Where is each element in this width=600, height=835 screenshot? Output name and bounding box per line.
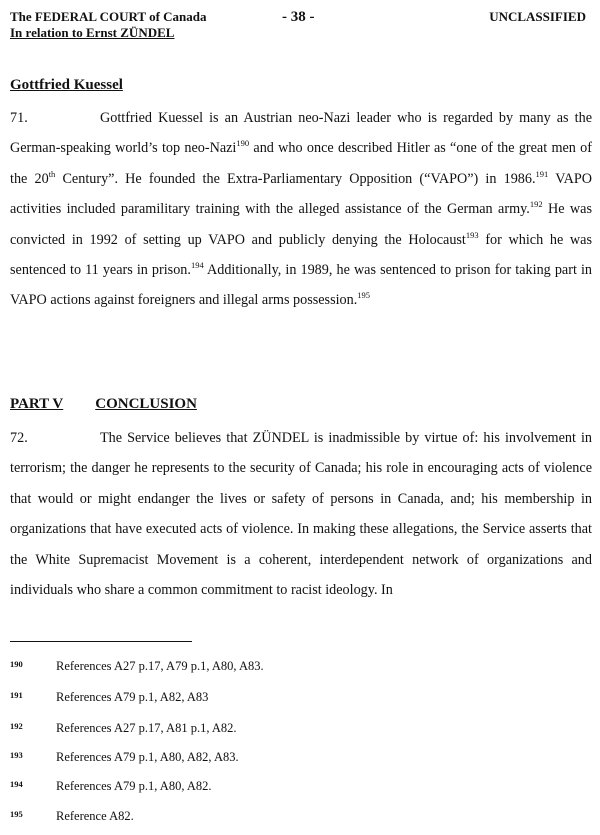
footnote-195: [10, 806, 134, 824]
footnote-number: 195: [10, 809, 23, 819]
footnote-193: [10, 747, 239, 765]
footnote-number: 194: [10, 779, 23, 789]
page-number: - 38 -: [282, 9, 315, 25]
footnote-divider: [10, 641, 192, 642]
footnote-190: [10, 656, 264, 674]
paragraph-text: Gottfried Kuessel is an Austrian neo-Nazi leader who is regarded by many as the German-speaking world’s top neo-Nazi: [10, 110, 592, 157]
paragraph-text: and who once described Hitler as “one of the great men of the 20: [10, 140, 592, 187]
superscript: th: [48, 168, 56, 179]
footnote-194: [10, 776, 212, 794]
footnote-number: 193: [10, 750, 23, 760]
classification-label: UNCLASSIFIED: [489, 9, 586, 24]
footnote-ref[interactable]: 195: [357, 290, 371, 301]
footnote-text: Reference A82.: [56, 809, 134, 823]
footnote-text: References A27 p.17, A79 p.1, A80, A83.: [56, 659, 264, 673]
paragraph-number: 72.: [10, 430, 28, 446]
paragraph-text: Century”. He founded the Extra-Parliamentary Opposition (“VAPO”) in 1986.: [55, 170, 536, 187]
footnote-ref[interactable]: 194: [190, 260, 204, 271]
court-header: [10, 9, 207, 41]
footnote-ref[interactable]: 191: [535, 168, 549, 179]
paragraph-72: [10, 423, 592, 605]
paragraph-text: Additionally, in 1989, he was sentenced to prison for taking part in VAPO actions against foreigners and illegal arms possession.: [10, 262, 592, 309]
footnote-number: 190: [10, 659, 23, 669]
paragraph-text: The Service believes that ZÜNDEL is inadmissible by virtue of: his involvement in terrorism; the danger he represents to the security of Canada; his role in encouraging acts of violence that would or might endanger the lives or safety of persons in Canada, and; his membership in organizations that have executed acts of violence. In making these allegations, the Service asserts that the White Supremacist Movement is a coherent, interdependent network of organizations and individuals who share a common commitment to racist ideology. In: [10, 430, 592, 599]
footnote-ref[interactable]: 192: [529, 199, 543, 210]
footnote-text: References A79 p.1, A80, A82.: [56, 779, 212, 793]
footnote-191: [10, 687, 208, 705]
section-title: Gottfried Kuessel: [10, 77, 123, 93]
part-label: PART V: [10, 396, 64, 412]
footnote-number: 192: [10, 721, 23, 731]
paragraph-text: for which he was sentenced to 11 years in prison.: [10, 231, 592, 279]
part-title: CONCLUSION: [95, 396, 197, 412]
footnote-text: References A79 p.1, A82, A83: [56, 690, 209, 704]
footnote-number: 191: [10, 690, 23, 700]
case-title: In relation to Ernst ZÜNDEL: [10, 25, 175, 40]
footnote-text: References A27 p.17, A81 p.1, A82.: [56, 721, 237, 735]
footnote-192: [10, 718, 237, 736]
paragraph-number: 71.: [10, 110, 28, 126]
footnote-ref[interactable]: 193: [465, 229, 479, 240]
footnote-text: References A79 p.1, A80, A82, A83.: [56, 750, 239, 764]
part-heading: [10, 396, 197, 413]
paragraph-71: [10, 103, 592, 316]
footnote-ref[interactable]: 190: [236, 138, 250, 149]
paragraph-text: He was convicted in 1992 of setting up VAPO and publicly denying the Holocaust: [10, 201, 592, 248]
paragraph-text: VAPO activities included paramilitary training with the alleged assistance of the German army.: [10, 170, 592, 218]
court-title: The FEDERAL COURT of Canada: [10, 9, 207, 24]
